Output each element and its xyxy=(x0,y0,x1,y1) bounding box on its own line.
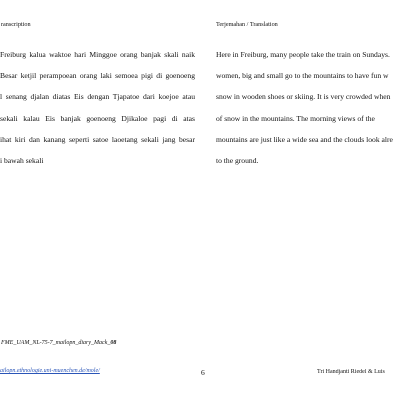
transcription-column xyxy=(0,44,195,171)
document-id-suffix: 08 xyxy=(110,340,117,346)
document-id-prefix: FME_UAM_NL-75-7_mailopn_diary_Mack_ xyxy=(1,340,111,346)
translation-line: to the ground. xyxy=(216,155,259,165)
translation-line: mountains are just like a wide sea and the clouds look alre xyxy=(216,134,393,144)
page-number: 6 xyxy=(201,368,205,377)
transcription-line: sekali kalau Eis banjak goenoeng Djikaloe pagi di atas xyxy=(0,113,195,123)
transcription-line: i bawah sekali xyxy=(0,155,44,165)
transcription-header: ranscription xyxy=(1,21,31,28)
translation-line: women, big and small go to the mountains to have fun w xyxy=(216,71,389,81)
transcription-line: Besar ketjil perampoean orang laki semoea pigi di goenoeng xyxy=(0,71,195,81)
footer-authors: Tri Handjanti Riedel & Luis xyxy=(317,369,385,375)
translation-line: snow in wooden shoes or skiing. It is very crowded when xyxy=(216,92,391,102)
translation-line: Here in Freiburg, many people take the train on Sundays. xyxy=(216,50,390,59)
translation-line: of snow in the mountains. The morning views of the xyxy=(216,113,375,123)
transcription-line: l senang djalan diatas Eis dengan Tjapatoe dari koejoe atau xyxy=(0,92,195,102)
translation-header: Terjemahan / Translation xyxy=(216,21,278,28)
transcription-line: ihat kiri dan kanang seperti satoe laoetang sekali jang besar xyxy=(0,134,195,144)
footer-link[interactable]: ailopn.ethnologie.uni-muenchen.de/mole/ xyxy=(0,368,100,374)
translation-column xyxy=(216,44,400,171)
transcription-line: Freiburg kalua waktoe hari Minggoe orang banjak skali naik xyxy=(0,50,195,59)
document-id xyxy=(1,340,116,346)
